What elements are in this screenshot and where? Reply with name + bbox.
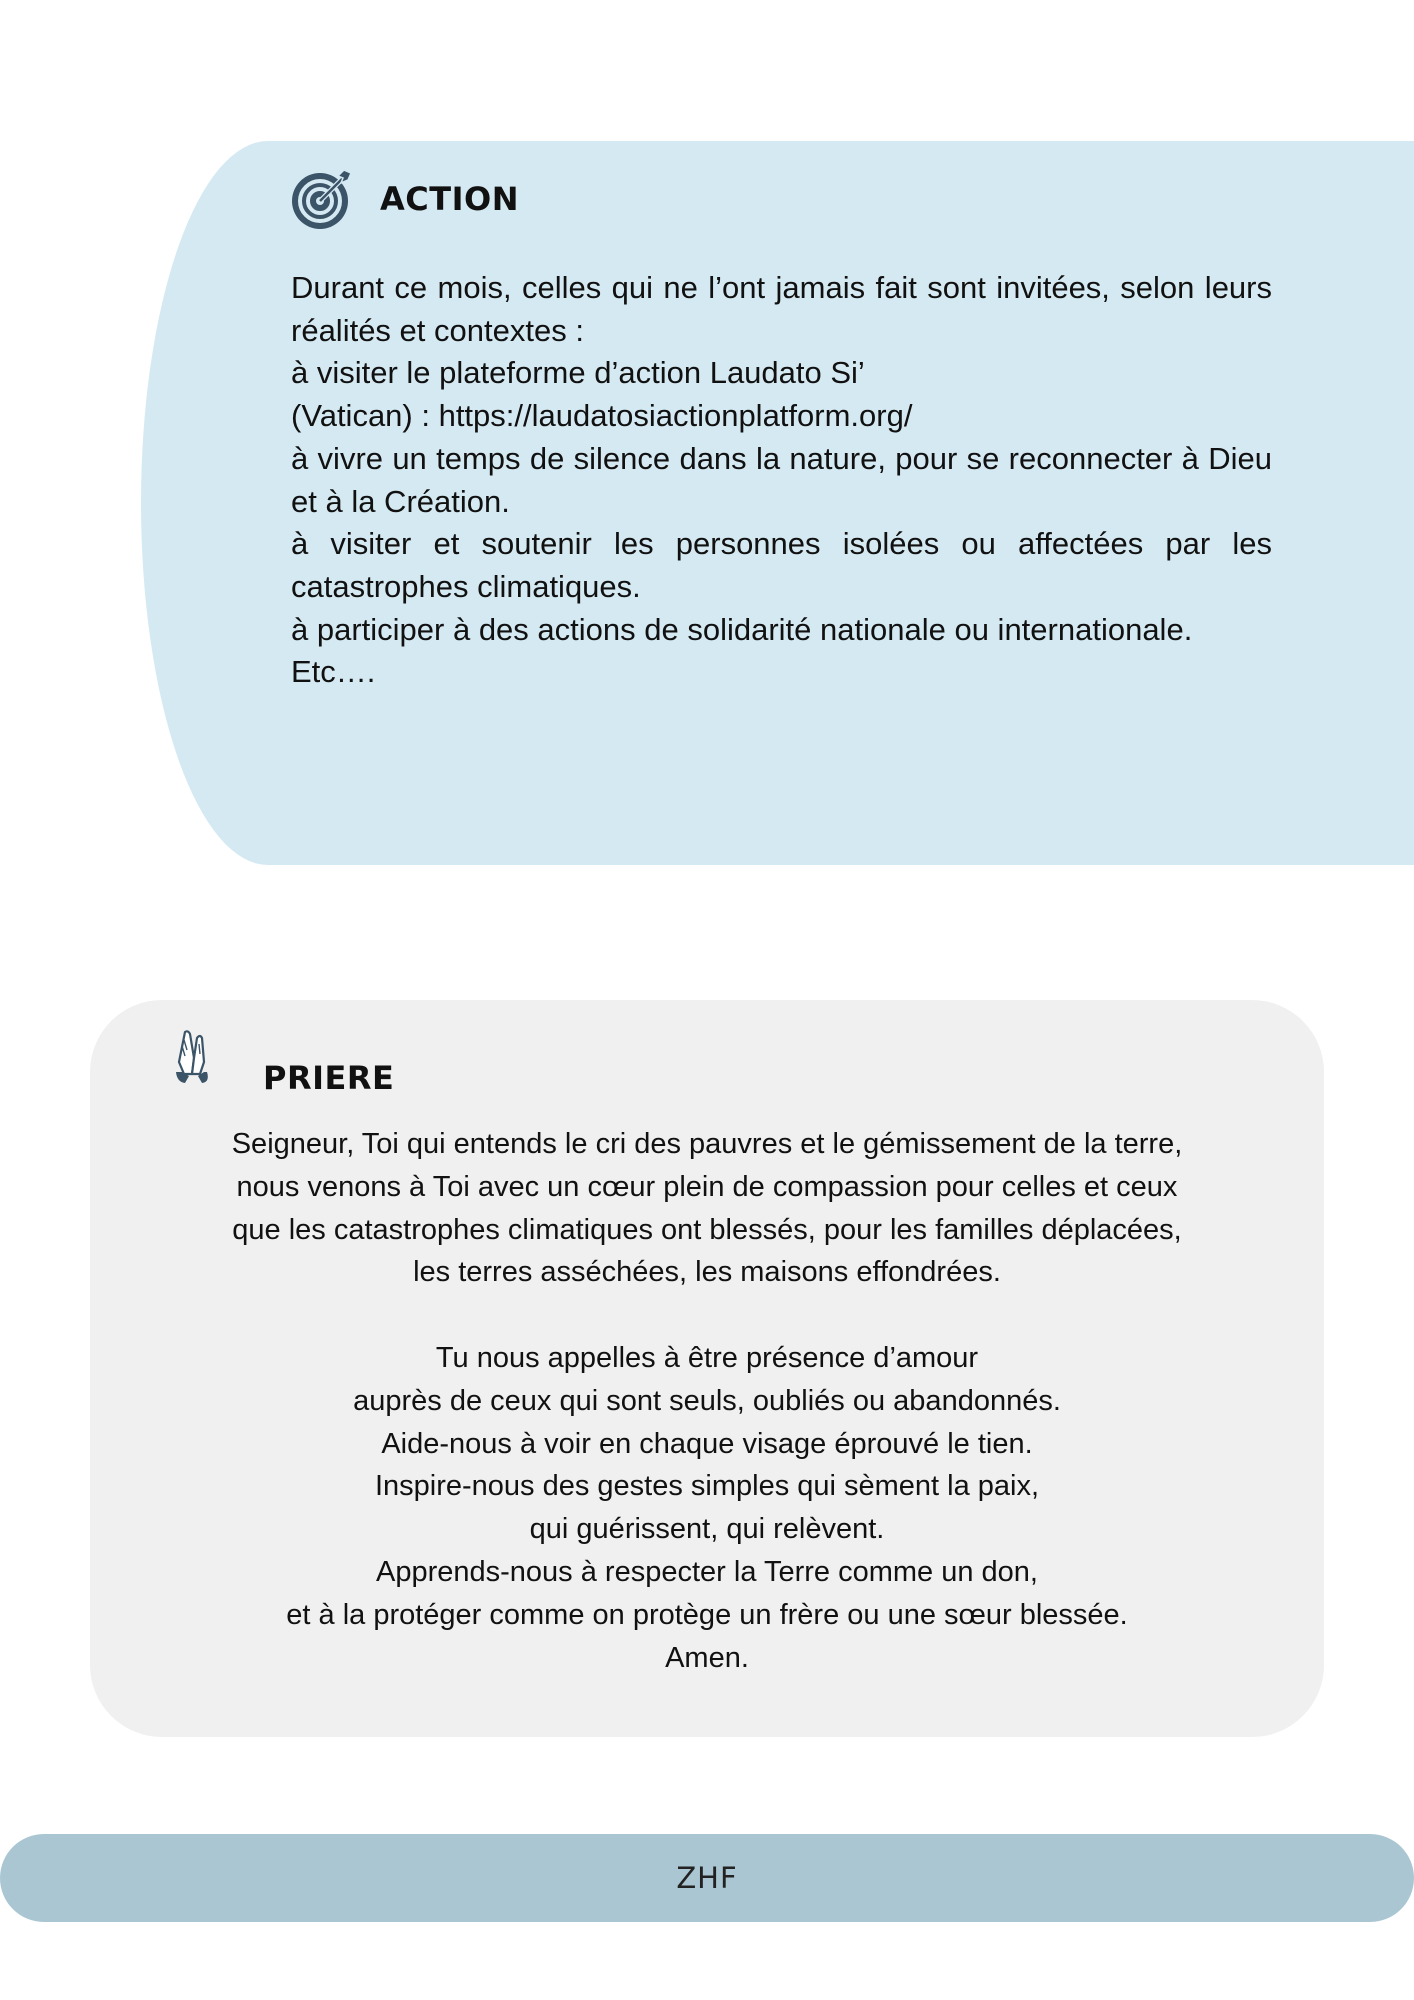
footer-bar [0, 1834, 1414, 1922]
action-paragraph: Durant ce mois, celles qui ne l’ont jamais fait sont invitées, selon leurs réalités et contextes : [291, 270, 1272, 348]
action-paragraph: à participer à des actions de solidarité nationale ou internationale. [291, 611, 1193, 647]
footer-text: ZHF [676, 1861, 738, 1895]
prayer-line: Inspire-nous des gestes simples qui sèment la paix, [374, 1470, 1040, 1503]
prayer-line: les terres asséchées, les maisons effondrées. [413, 1256, 1001, 1289]
action-header [291, 168, 519, 230]
action-paragraph: à visiter et soutenir les personnes isolées ou affectées par les catastrophes climatiques. [291, 526, 1272, 604]
prayer-title: PRIERE [263, 1059, 395, 1097]
action-paragraph: à visiter le plateforme d’action Laudato Si’ [291, 355, 865, 391]
stanza-gap [90, 1294, 1324, 1337]
prayer-line: que les catastrophes climatiques ont blessés, pour les familles déplacées, [232, 1213, 1182, 1246]
prayer-line: Aide-nous à voir en chaque visage éprouvé le tien. [381, 1427, 1033, 1460]
action-paragraph: Etc…. [291, 654, 376, 690]
prayer-line: Amen. [665, 1641, 749, 1674]
prayer-line: Apprends-nous à respecter la Terre comme un don, [376, 1555, 1038, 1588]
prayer-line: nous venons à Toi avec un cœur plein de compassion pour celles et ceux [236, 1170, 1178, 1203]
prayer-line: auprès de ceux qui sont seuls, oubliés ou abandonnés. [353, 1384, 1061, 1417]
prayer-line: et à la protéger comme on protège un frère ou une sœur blessée. [286, 1598, 1128, 1631]
action-paragraph: (Vatican) : https://laudatosiactionplatform.org/ [291, 398, 913, 434]
target-icon [291, 168, 353, 230]
action-body [291, 267, 1272, 694]
prayer-line: Seigneur, Toi qui entends le cri des pauvres et le gémissement de la terre, [231, 1128, 1183, 1160]
prayer-line: qui guérissent, qui relèvent. [529, 1513, 885, 1546]
praying-hands-icon [173, 1028, 217, 1086]
prayer-line: Tu nous appelles à être présence d’amour [435, 1341, 979, 1374]
prayer-text [90, 1123, 1324, 1679]
action-title: ACTION [380, 180, 519, 218]
action-paragraph: à vivre un temps de silence dans la nature, pour se reconnecter à Dieu et à la Création. [291, 440, 1272, 519]
